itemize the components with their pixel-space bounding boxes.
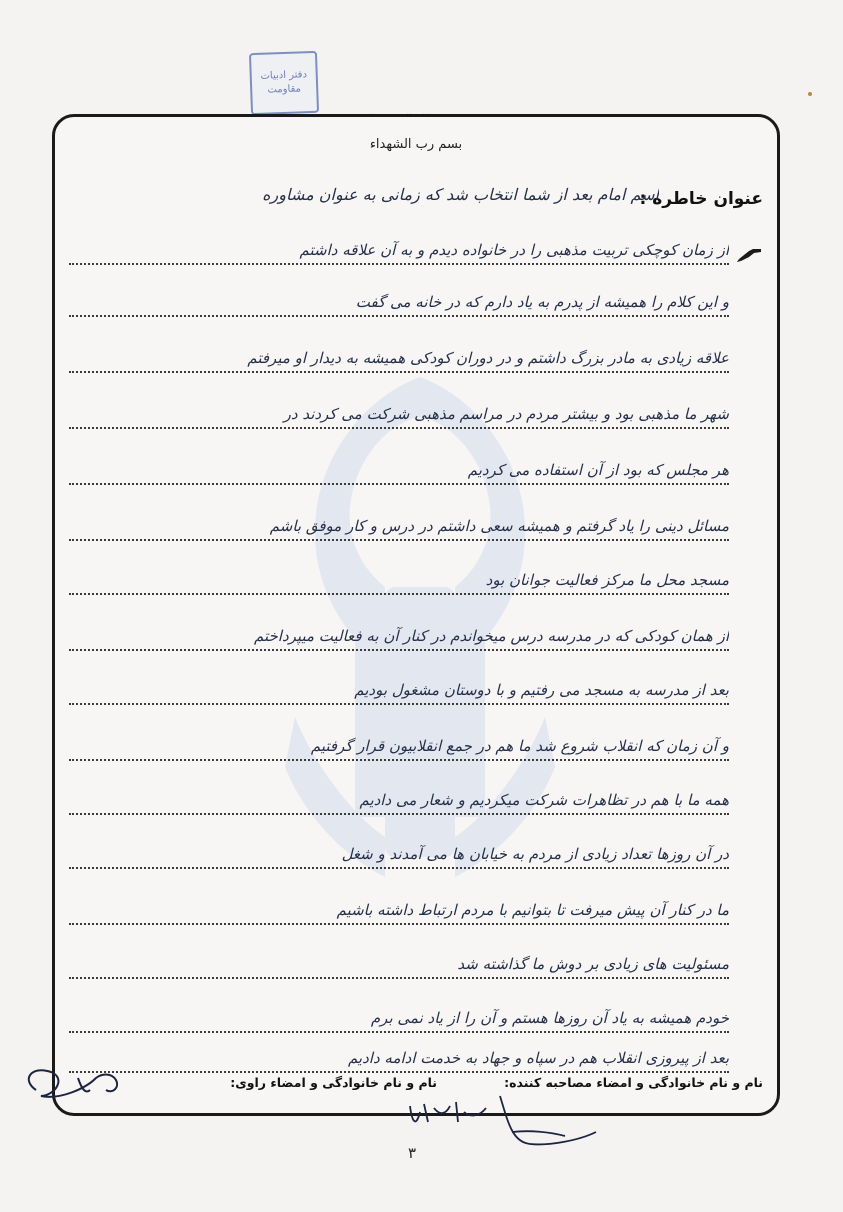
- memoir-line-text: همه ما با هم در تظاهرات شرکت میکردیم و شعار می دادیم: [359, 791, 729, 809]
- memoir-line-text: ما در کنار آن پیش میرفت تا بتوانیم با مردم ارتباط داشته باشیم: [336, 901, 729, 919]
- memoir-line: [69, 893, 729, 925]
- memoir-line-text: خودم همیشه به یاد آن روزها هستم و آن را از یاد نمی برم: [370, 1009, 729, 1027]
- bismillah-heading: بسم رب الشهداء: [369, 137, 463, 152]
- memoir-line: [69, 729, 729, 761]
- memoir-line: [69, 837, 729, 869]
- memoir-line: [69, 783, 729, 815]
- memoir-line-text: شهر ما مذهبی بود و بیشتر مردم در مراسم مذهبی شرکت می کردند در: [283, 405, 729, 423]
- stamp-line-1: دفتر ادبیات: [260, 69, 308, 82]
- memoir-title-label: عنوان خاطره :: [639, 189, 763, 209]
- memoir-line-text: و آن زمان که انقلاب شروع شد ما هم در جمع انقلابیون قرار گرفتیم: [310, 737, 729, 755]
- stamp-line-2: مقاومت: [267, 83, 302, 96]
- memoir-line: [69, 233, 729, 265]
- memoir-line: [69, 509, 729, 541]
- memoir-title-handwriting: اسم امام بعد از شما انتخاب شد که زمانی به عنوان مشاوره: [262, 185, 659, 204]
- memoir-line-text: بعد از پیروزی انقلاب هم در سپاه و جهاد به خدمت ادامه دادیم: [347, 1049, 729, 1067]
- memoir-line: [69, 341, 729, 373]
- archive-stamp: [249, 51, 319, 115]
- memoir-line-text: از زمان کوچکی تربیت مذهبی را در خانواده دیدم و به آن علاقه داشتم: [299, 241, 729, 259]
- narrator-signature-icon: [16, 1060, 126, 1110]
- memoir-line: [69, 947, 729, 979]
- memoir-line: [69, 285, 729, 317]
- memoir-line: [69, 563, 729, 595]
- memoir-line: [69, 397, 729, 429]
- ink-speck: [808, 92, 812, 96]
- memoir-line: [69, 673, 729, 705]
- memoir-line-text: در آن روزها تعداد زیادی از مردم به خیابان ها می آمدند و شغل: [341, 845, 729, 863]
- memoir-line: [69, 1001, 729, 1033]
- memoir-line-text: مسائل دینی را یاد گرفتم و همیشه سعی داشتم در درس و کار موفق باشم: [269, 517, 729, 535]
- writing-hand-icon: [737, 245, 763, 263]
- handwritten-lines: [69, 117, 729, 1116]
- memoir-line-text: و این کلام را همیشه از پدرم به یاد دارم که در خانه می گفت: [355, 293, 729, 311]
- memoir-line-text: مسجد محل ما مرکز فعالیت جوانان بود: [485, 571, 729, 589]
- page-number: ۳: [407, 1144, 417, 1162]
- interviewer-signature-icon: [400, 1092, 600, 1162]
- memoir-line-text: هر مجلس که بود از آن استفاده می کردیم: [467, 461, 729, 479]
- memoir-line-text: مسئولیت های زیادی بر دوش ما گذاشته شد: [457, 955, 729, 973]
- memoir-form: [52, 114, 780, 1116]
- narrator-signature-label: نام و نام خانوادگی و امضاء راوی:: [230, 1075, 437, 1090]
- interviewer-signature-label: نام و نام خانوادگی و امضاء مصاحبه کننده:: [504, 1075, 763, 1090]
- memoir-line: [69, 619, 729, 651]
- memoir-line: [69, 1041, 729, 1073]
- memoir-line: [69, 453, 729, 485]
- memoir-line-text: بعد از مدرسه به مسجد می رفتیم و با دوستان مشغول بودیم: [354, 681, 729, 699]
- memoir-line-text: علاقه زیادی به مادر بزرگ داشتم و در دوران کودکی همیشه به دیدار او میرفتم: [247, 349, 729, 367]
- memoir-line-text: از همان کودکی که در مدرسه درس میخواندم در کنار آن به فعالیت میپرداختم: [254, 627, 729, 645]
